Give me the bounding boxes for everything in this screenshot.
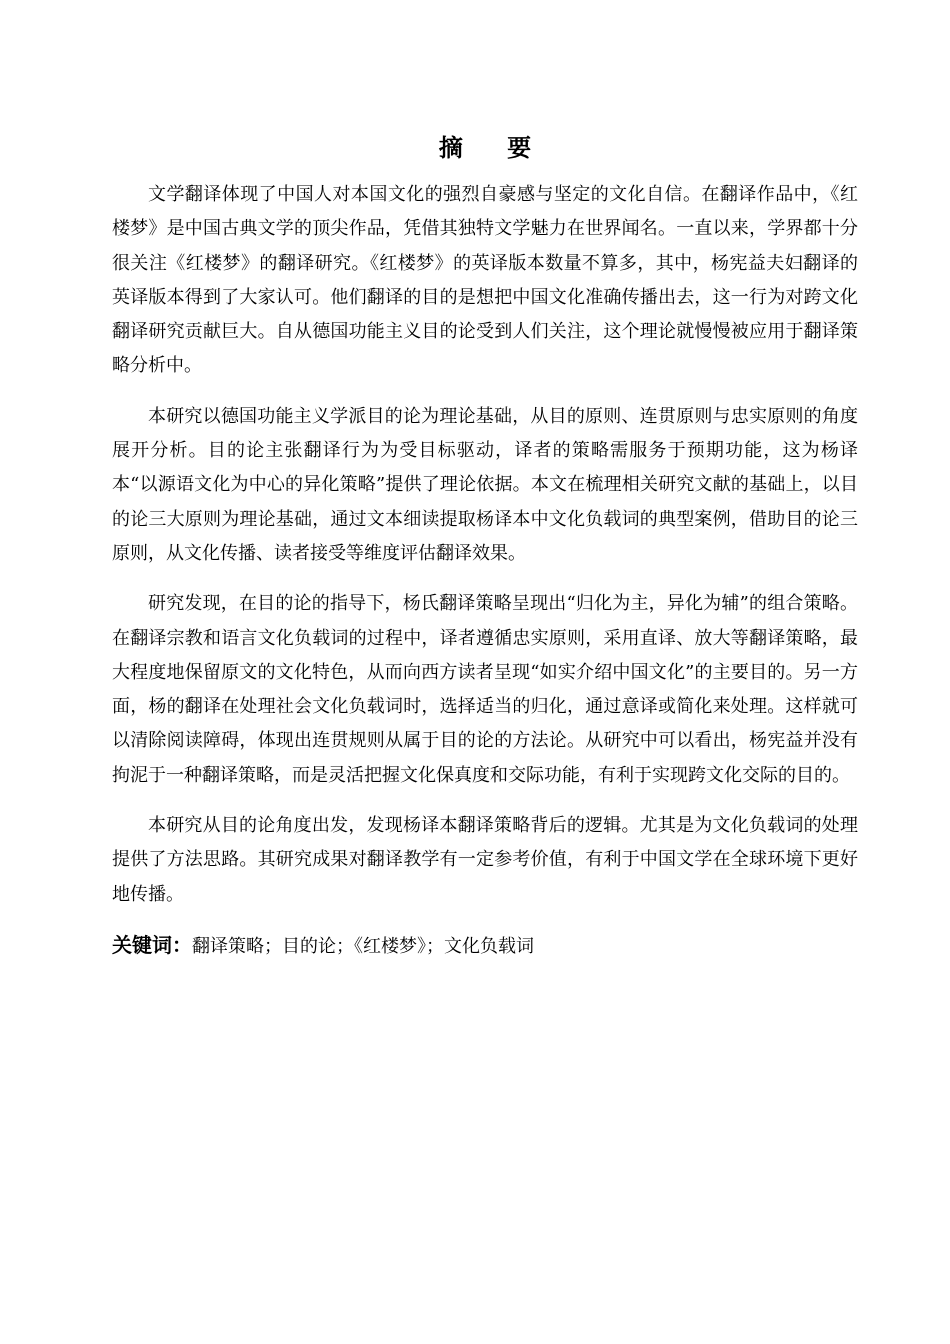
- keywords-label: 关键词：: [112, 932, 192, 957]
- keywords-list: 翻译策略；目的论；《红楼梦》；文化负载词: [192, 935, 534, 957]
- abstract-paragraph-1: 文学翻译体现了中国人对本国文化的强烈自豪感与坚定的文化自信。在翻译作品中，《红楼梦》是中国古典文学的顶尖作品，凭借其独特文学魅力在世界闻名。一直以来，学界都十分很关注《红楼梦》的翻译研究。《红楼梦》的英译版本数量不算多，其中，杨宪益夫妇翻译的英译版本得到了大家认可。他们翻译的目的是想把中国文化准确传播出去，这一行为对跨文化翻译研究贡献巨大。自从德国功能主义目的论受到人们关注，这个理论就慢慢被应用于翻译策略分析中。: [112, 184, 858, 377]
- abstract-paragraph-3: 研究发现，在目的论的指导下，杨氏翻译策略呈现出“归化为主，异化为辅”的组合策略。在翻译宗教和语言文化负载词的过程中，译者遵循忠实原则，采用直译、放大等翻译策略，最大程度地保留原文的文化特色，从而向西方读者呈现“如实介绍中国文化”的主要目的。另一方面，杨的翻译在处理社会文化负载词时，选择适当的归化，通过意译或简化来处理。这样就可以清除阅读障碍，体现出连贯规则从属于目的论的方法论。从研究中可以看出，杨宪益并没有拘泥于一种翻译策略，而是灵活把握文化保真度和交际功能，有利于实现跨文化交际的目的。: [112, 593, 858, 786]
- abstract-paragraph-4: 本研究从目的论角度出发，发现杨译本翻译策略背后的逻辑。尤其是为文化负载词的处理提供了方法思路。其研究成果对翻译教学有一定参考价值，有利于中国文学在全球环境下更好地传播。: [112, 815, 858, 905]
- abstract-paragraph-2: 本研究以德国功能主义学派目的论为理论基础，从目的原则、连贯原则与忠实原则的角度展开分析。目的论主张翻译行为为受目标驱动，译者的策略需服务于预期功能，这为杨译本“以源语文化为中心的异化策略”提供了理论依据。本文在梳理相关研究文献的基础上，以目的论三大原则为理论基础，通过文本细读提取杨译本中文化负载词的典型案例，借助目的论三原则，从文化传播、读者接受等维度评估翻译效果。: [112, 405, 858, 564]
- keywords-line: [112, 928, 858, 964]
- page-title: 摘 要: [438, 133, 550, 162]
- abstract-page: [112, 130, 858, 964]
